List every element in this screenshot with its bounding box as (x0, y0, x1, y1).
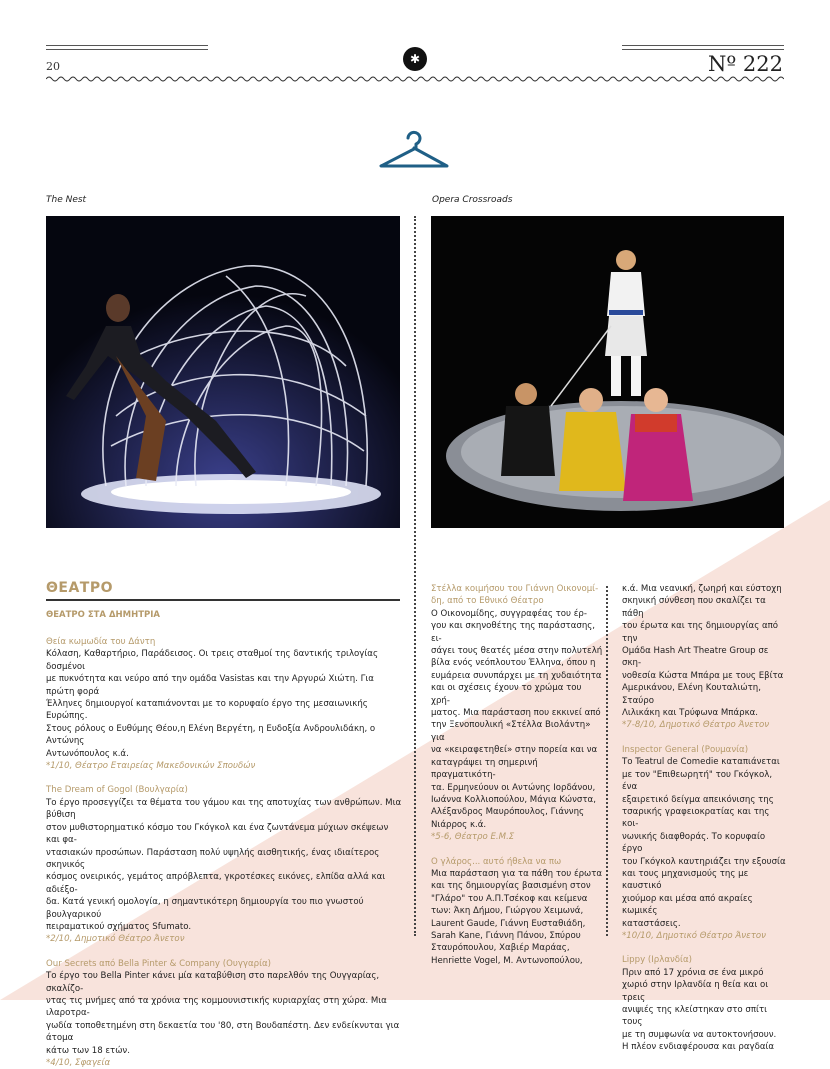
article-text-line: Νιάρρος κ.ά. (431, 819, 487, 830)
article-text-line: και της δημιουργίας βασισμένη στον (431, 881, 591, 892)
article-text-line: πειραματικού σχήματος Sfumato. (46, 921, 192, 932)
article-gap (622, 732, 787, 744)
article-text-line: Laurent Gaude, Γιάννη Ευσταθιάδη, (431, 918, 586, 929)
article-text-line: καταστάσεις. (622, 918, 681, 929)
article-text-line: κ.ά. Μια νεανική, ζωηρή και εύστοχη (622, 584, 782, 594)
hanger-icon (378, 126, 450, 172)
text-column-1 (46, 636, 402, 1069)
article-venue: *10/10, Δημοτικό Θέατρο Άνετον (622, 930, 766, 941)
section-rule (46, 599, 400, 601)
article-text-line: Sarah Kane, Γιάννη Πάνου, Σπύρου (431, 930, 581, 941)
article-title: Lippy (Ιρλανδία) (622, 955, 692, 966)
article-text-line: Το έργο του Bella Pinter κάνει μία καταβύθιση στο παρελθόν της Ουγγαρίας, σκαλίζο- (46, 971, 380, 994)
article-text-line: ντας τις μνήμες από τα χρόνια της κομμουνιστικής κυριαρχίας στη χώρα. Μια ιλαροτρα- (46, 995, 387, 1019)
article-text-line: Η πλέον ενδιαφέρουσα και ραγδαία (622, 1042, 775, 1053)
article-text-line: την Ξενοπουλική «Στέλλα Βιολάντη» για (431, 720, 591, 743)
article-text-line: στον μυθιστορηματικό κόσμο του Γκόγκολ και ένα ζωντάνεμα μύχιων σκέψεων και φα- (46, 822, 389, 846)
article-text-line: και οι σχέσεις έχουν το χρώμα του χρή- (431, 683, 582, 706)
text-column-2 (431, 583, 603, 967)
article-text-line: Αντωνόπουλος κ.ά. (46, 748, 129, 759)
article-text-line: Πριν από 17 χρόνια σε ένα μικρό (622, 967, 764, 978)
article-title: Our Secrets από Bella Pinter & Company (Ουγγαρία) (46, 958, 272, 969)
article-text-line: χωριό στην Ιρλανδία η θεία και οι τρεις (622, 980, 769, 1003)
article-title: Ο γλάρος... αυτό ήθελα να πω (431, 856, 562, 867)
article-text-line: "Γλάρο" του Α.Π.Τσέκοφ και κείμενα (431, 893, 588, 904)
article-text-line: γου και σκηνοθέτης της παράστασης, ει- (431, 621, 596, 644)
wavy-divider (46, 74, 784, 84)
text-column-3 (622, 583, 787, 1054)
article-text-line: Ο Οικονομίδης, συγγραφέας του έρ- (431, 608, 587, 619)
article-text-line: να «κειραφετηθεί» στην πορεία και να (431, 745, 598, 756)
header-rule (622, 49, 784, 50)
article-text-line: τσαρικής γραφειοκρατίας και της κοι- (622, 806, 770, 830)
article-venue: *7-8/10, Δημοτικό Θέατρο Άνετον (622, 720, 770, 731)
article-text-line: και τους μηχανισμούς της με καυστικό (622, 868, 749, 892)
article-text-line: Σταυρόπουλου, Χαβιέρ Μαράας, (431, 943, 570, 954)
article-text-line: κόσμος ονειρικός, γεμάτος απρόβλεπτα, γκροτέσκες εικόνες, ελπίδα αλλά και αδιέξο- (46, 872, 386, 895)
page-number: 20 (46, 60, 60, 73)
column-divider (414, 216, 416, 936)
article-text-line: βίλα ενός νεόπλουτου Έλληνα, όπου η (431, 658, 596, 669)
header-rule (46, 45, 208, 46)
article-text-line: του Γκόγκολ καυτηριάζει την εξουσία (622, 856, 786, 867)
article-title: Inspector General (Ρουμανία) (622, 744, 749, 755)
article-text-line: με τον "Επιθεωρητή" του Γκόγκολ, ένα (622, 769, 773, 793)
article-text-line: ευμάρεια συνυπάρχει με τη χυδαιότητα (431, 670, 602, 681)
article-venue: *1/10, Θέατρο Εταιρείας Μακεδονικών Σπουδών (46, 761, 256, 772)
article-text-line: Μια παράσταση για τα πάθη του έρωτα (431, 868, 603, 879)
article-text-line: με τη συμφωνία να αυτοκτονήσουν. (622, 1029, 777, 1040)
article-text-line: Το έργο προσεγγίζει τα θέματα του γάμου και της αποτυχίας των ανθρώπων. Μια βύθιση (46, 797, 402, 821)
article-title: Θεία κωμωδία του Δάντη (46, 637, 156, 647)
article-text-line: Κόλαση, Καθαρτήριο, Παράδεισος. Οι τρεις σταθμοί της δαντικής τριλογίας δοσμένοι (46, 649, 378, 672)
article-gap (622, 942, 787, 954)
article-text-line: τα. Ερμηνεύουν οι Αντώνης Ιορδάνου, (431, 782, 596, 793)
article-text-line: νωνικής διαφθοράς. Το κορυφαίο έργο (622, 831, 766, 855)
article-text-line: Henriette Vogel, Μ. Αντωνοπούλου, (431, 955, 583, 966)
issue-number: Nº 222 (707, 52, 783, 76)
article-gap (46, 946, 402, 958)
article-title: δη, από το Εθνικό Θέατρο (431, 596, 544, 607)
article-venue: *2/10, Δημοτικό Θέατρο Άνετον (46, 934, 185, 945)
section-title: ΘΕΑΤΡΟ (46, 580, 114, 596)
article-text-line: των: Άκη Δήμου, Γιώργου Χειμωνά, (431, 906, 584, 917)
article-text-line: του έρωτα και της δημιουργίας από την (622, 621, 779, 644)
article-text-line: καταγράψει τη σημερινή πραγματικότη- (431, 757, 538, 781)
article-text-line: εξαιρετικό δείγμα απεικόνισης της (622, 794, 774, 805)
article-text-line: Λιλικάκη και Τρύφωνα Μπάρκα. (622, 708, 759, 719)
asterisk-badge-icon: ✱ (403, 47, 427, 71)
article-title: The Dream of Gogol (Βουλγαρία) (46, 785, 188, 796)
article-text-line: σάγει τους θεατές μέσα στην πολυτελή (431, 646, 603, 657)
article-text-line: Ιωάννα Κολλιοπούλου, Μάγια Κώνστα, (431, 794, 596, 805)
page-header (0, 0, 830, 100)
article-text-line: σκηνική σύνθεση που σκαλίζει τα πάθη (622, 596, 766, 619)
article-text-line: γωδία τοποθετημένη στη δεκαετία του '80, στη Βουδαπέστη. Δεν ενδείκνυται για άτομα (46, 1020, 400, 1044)
article-text-line: Ομάδα Hash Art Theatre Group σε σκη- (622, 646, 769, 669)
article-venue: *5-6, Θέατρο Ε.Μ.Σ (431, 832, 515, 843)
article-gap (431, 844, 603, 856)
article-text-line: Αλέξανδρος Μαυρόπουλος, Γιάννης (431, 807, 585, 818)
article-title: Στέλλα κοιμήσου του Γιάννη Οικονομί- (431, 584, 599, 594)
article-text-line: νοθεσία Κώστα Μπάρα με τους Εβίτα (622, 670, 784, 681)
article-text-line: δα. Κατά γενική ομολογία, η σημαντικότερη δημιουργία του πιο γνωστού βουλγαρικού (46, 897, 364, 920)
photo-opera-crossroads (431, 216, 784, 528)
article-text-line: Το Teatrul de Comedie καταπιάνεται (622, 757, 780, 768)
article-gap (46, 772, 402, 784)
header-rule (46, 49, 208, 50)
article-text-line: Αμερικάνου, Ελένη Κουταλιώτη, Σταύρο (622, 683, 761, 706)
article-venue: *4/10, Σφαγεία (46, 1058, 111, 1068)
article-text-line: ανιψιές της κλείστηκαν στο σπίτι τους (622, 1005, 768, 1028)
photo-caption-left: The Nest (46, 195, 87, 205)
photo-caption-right: Opera Crossroads (432, 195, 513, 205)
photo-the-nest (46, 216, 400, 528)
article-text-line: κάτω των 18 ετών. (46, 1045, 130, 1056)
article-text-line: ντασιακών προσώπων. Παράσταση πολύ υψηλής αισθητικής, ένας ιδιαίτερος σκηνικός (46, 847, 380, 870)
header-rule (622, 45, 784, 46)
article-text-line: ματος. Μια παράσταση που εκκινεί από (431, 708, 601, 719)
article-text-line: Έλληνες δημιουργοί καταπιάνονται με το κορυφαίο έργο της μεσαιωνικής Ευρώπης. (46, 699, 368, 722)
article-text-line: χιούμορ και μέσα από ακραίες κωμικές (622, 893, 753, 917)
section-subtitle: ΘΕΑΤΡΟ ΣΤΑ ΔΗΜΗΤΡΙΑ (46, 610, 160, 620)
article-text-line: με πυκνότητα και νεύρο από την ομάδα Vasistas και την Αργυρώ Χιώτη. Για πρώτη φορά (46, 674, 374, 697)
column-divider (606, 586, 608, 936)
article-text-line: Στους ρόλους ο Ευθύμης Θέου,η Ελένη Βεργέτη, η Ευδοξία Ανδρουλιδάκη, ο Αντώνης (46, 723, 376, 747)
